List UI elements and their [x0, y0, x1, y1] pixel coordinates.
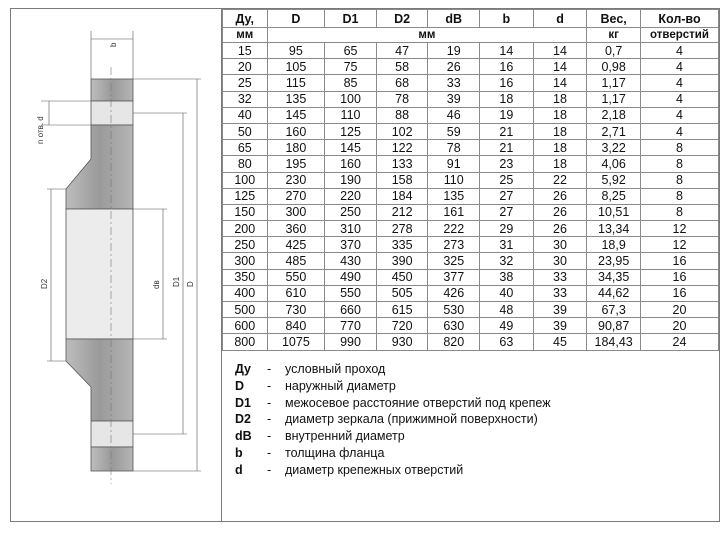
- table-cell: 18: [533, 91, 587, 107]
- table-cell: 13,34: [587, 221, 641, 237]
- table-cell: 100: [223, 172, 268, 188]
- table-cell: 40: [223, 107, 268, 123]
- table-cell: 820: [428, 334, 480, 350]
- header-b: b: [480, 10, 534, 28]
- table-row: [223, 188, 719, 204]
- table-cell: 250: [325, 204, 377, 220]
- table-cell: 33: [533, 269, 587, 285]
- table-cell: 190: [325, 172, 377, 188]
- table-cell: 30: [533, 237, 587, 253]
- table-cell: 485: [267, 253, 325, 269]
- legend-text: межосевое расстояние отверстий под крепеж: [285, 395, 551, 410]
- legend-symbol: D2: [235, 412, 251, 427]
- table-cell: 67,3: [587, 302, 641, 318]
- table-cell: 18: [480, 91, 534, 107]
- hub-top: [66, 125, 133, 209]
- table-cell: 30: [533, 253, 587, 269]
- table-cell: 300: [223, 253, 268, 269]
- table-cell: 39: [533, 302, 587, 318]
- table-cell: 195: [267, 156, 325, 172]
- table-cell: 840: [267, 318, 325, 334]
- table-cell: 20: [223, 59, 268, 75]
- table-cell: 33: [428, 75, 480, 91]
- table-cell: 4: [640, 75, 718, 91]
- legend-text: условный проход: [285, 362, 386, 376]
- table-cell: 18: [533, 140, 587, 156]
- legend-dash: -: [267, 395, 272, 410]
- table-cell: 4: [640, 123, 718, 139]
- table-cell: 8: [640, 172, 718, 188]
- label-dB: dв: [152, 280, 161, 289]
- table-cell: 10,51: [587, 204, 641, 220]
- table-row: [223, 285, 719, 301]
- table-cell: 39: [428, 91, 480, 107]
- table-cell: 45: [533, 334, 587, 350]
- table-cell: 425: [267, 237, 325, 253]
- table-cell: 27: [480, 188, 534, 204]
- table-row: [223, 59, 719, 75]
- table-cell: 49: [480, 318, 534, 334]
- legend-symbol: Ду: [235, 362, 252, 376]
- table-cell: 325: [428, 253, 480, 269]
- legend-symbol: dB: [235, 429, 252, 444]
- legend-item: [235, 411, 551, 428]
- table-cell: 335: [376, 237, 428, 253]
- table-cell: 115: [267, 75, 325, 91]
- table-cell: 26: [533, 221, 587, 237]
- label-D1: D1: [172, 276, 181, 287]
- table-cell: 505: [376, 285, 428, 301]
- table-cell: 145: [325, 140, 377, 156]
- table-row: [223, 302, 719, 318]
- table-cell: 184,43: [587, 334, 641, 350]
- label-D2: D2: [40, 278, 49, 289]
- legend-dash: -: [267, 378, 272, 393]
- table-cell: 78: [428, 140, 480, 156]
- table-cell: 59: [428, 123, 480, 139]
- table-cell: 20: [640, 318, 718, 334]
- table-cell: 377: [428, 269, 480, 285]
- table-cell: 18,9: [587, 237, 641, 253]
- table-cell: 2,71: [587, 123, 641, 139]
- header-dB: dB: [428, 10, 480, 28]
- table-cell: 34,35: [587, 269, 641, 285]
- table-cell: 32: [223, 91, 268, 107]
- legend-item: [235, 462, 551, 479]
- table-cell: 212: [376, 204, 428, 220]
- table-cell: 4,06: [587, 156, 641, 172]
- table-row: [223, 107, 719, 123]
- table-cell: 133: [376, 156, 428, 172]
- table-cell: 125: [223, 188, 268, 204]
- table-header-row: [223, 10, 719, 28]
- table-cell: 19: [480, 107, 534, 123]
- table-cell: 38: [480, 269, 534, 285]
- table-cell: 80: [223, 156, 268, 172]
- legend-dash: -: [267, 412, 272, 427]
- table-cell: 4: [640, 107, 718, 123]
- table-cell: 88: [376, 107, 428, 123]
- table-cell: 390: [376, 253, 428, 269]
- bore: [66, 209, 133, 339]
- header-d: d: [533, 10, 587, 28]
- table-cell: 14: [533, 59, 587, 75]
- flange-section-svg: [11, 9, 221, 521]
- bolt-hole-top: [91, 101, 133, 125]
- table-cell: 102: [376, 123, 428, 139]
- legend-text: наружный диаметр: [285, 378, 396, 393]
- table-cell: 800: [223, 334, 268, 350]
- table-cell: 500: [223, 302, 268, 318]
- header-D: D: [267, 10, 325, 28]
- table-cell: 22: [533, 172, 587, 188]
- table-row: [223, 204, 719, 220]
- table-cell: 350: [223, 269, 268, 285]
- unit-mm: мм: [267, 28, 587, 43]
- table-row: [223, 140, 719, 156]
- table-cell: 16: [640, 269, 718, 285]
- table-cell: 160: [325, 156, 377, 172]
- legend-symbol: b: [235, 445, 243, 460]
- table-cell: 58: [376, 59, 428, 75]
- table-cell: 21: [480, 140, 534, 156]
- table-cell: 26: [533, 188, 587, 204]
- legend: [235, 361, 551, 479]
- table-cell: 150: [223, 204, 268, 220]
- table-row: [223, 156, 719, 172]
- table-cell: 630: [428, 318, 480, 334]
- table-cell: 18: [533, 156, 587, 172]
- table-cell: 105: [267, 59, 325, 75]
- table-cell: 16: [480, 75, 534, 91]
- table-cell: 4: [640, 43, 718, 59]
- legend-dash: -: [267, 462, 272, 477]
- table-cell: 14: [480, 43, 534, 59]
- table-cell: 430: [325, 253, 377, 269]
- table-cell: 273: [428, 237, 480, 253]
- legend-symbol: d: [235, 462, 243, 477]
- table-cell: 530: [428, 302, 480, 318]
- unit-holes: отверстий: [640, 28, 718, 43]
- legend-symbol: D: [235, 378, 245, 393]
- table-cell: 135: [428, 188, 480, 204]
- table-cell: 25: [480, 172, 534, 188]
- table-cell: 40: [480, 285, 534, 301]
- table-cell: 31: [480, 237, 534, 253]
- table-cell: 660: [325, 302, 377, 318]
- table-cell: 46: [428, 107, 480, 123]
- table-cell: 24: [640, 334, 718, 350]
- table-cell: 29: [480, 221, 534, 237]
- header-holes: Кол-во: [640, 10, 718, 28]
- table-cell: 16: [640, 285, 718, 301]
- table-row: [223, 253, 719, 269]
- table-cell: 426: [428, 285, 480, 301]
- table-cell: 250: [223, 237, 268, 253]
- table-cell: 14: [533, 43, 587, 59]
- table-cell: 600: [223, 318, 268, 334]
- table-cell: 44,62: [587, 285, 641, 301]
- table-cell: 26: [428, 59, 480, 75]
- unit-dn: мм: [223, 28, 268, 43]
- table-cell: 47: [376, 43, 428, 59]
- table-cell: 300: [267, 204, 325, 220]
- table-cell: 110: [325, 107, 377, 123]
- table-cell: 720: [376, 318, 428, 334]
- header-dn: Ду,: [223, 10, 268, 28]
- table-cell: 1,17: [587, 75, 641, 91]
- table-cell: 91: [428, 156, 480, 172]
- table-cell: 220: [325, 188, 377, 204]
- bolt-hole-bottom: [91, 421, 133, 447]
- table-cell: 310: [325, 221, 377, 237]
- table-cell: 184: [376, 188, 428, 204]
- table-cell: 90,87: [587, 318, 641, 334]
- table-cell: 3,22: [587, 140, 641, 156]
- table-row: [223, 221, 719, 237]
- table-cell: 15: [223, 43, 268, 59]
- table-cell: 770: [325, 318, 377, 334]
- table-body: [223, 43, 719, 351]
- unit-weight: кг: [587, 28, 641, 43]
- table-cell: 78: [376, 91, 428, 107]
- table-cell: 65: [223, 140, 268, 156]
- table-unit-row: [223, 28, 719, 43]
- legend-item: [235, 378, 551, 395]
- table-cell: 39: [533, 318, 587, 334]
- table-row: [223, 318, 719, 334]
- table-cell: 550: [267, 269, 325, 285]
- table-cell: 14: [533, 75, 587, 91]
- table-cell: 33: [533, 285, 587, 301]
- table-cell: 8: [640, 140, 718, 156]
- table-cell: 85: [325, 75, 377, 91]
- legend-dash: -: [267, 445, 272, 460]
- table-cell: 158: [376, 172, 428, 188]
- legend-text: внутренний диаметр: [285, 429, 405, 444]
- table-cell: 95: [267, 43, 325, 59]
- table-cell: 1,17: [587, 91, 641, 107]
- table-cell: 32: [480, 253, 534, 269]
- table-cell: 400: [223, 285, 268, 301]
- flange-top-solid: [91, 79, 133, 101]
- table-cell: 12: [640, 237, 718, 253]
- table-cell: 930: [376, 334, 428, 350]
- table-cell: 125: [325, 123, 377, 139]
- table-cell: 8: [640, 156, 718, 172]
- label-D: D: [186, 281, 195, 287]
- table-cell: 222: [428, 221, 480, 237]
- legend-dash: -: [267, 362, 272, 376]
- table-cell: 615: [376, 302, 428, 318]
- table-cell: 4: [640, 91, 718, 107]
- legend-item: [235, 428, 551, 445]
- header-D1: D1: [325, 10, 377, 28]
- table-cell: 5,92: [587, 172, 641, 188]
- flange-dimensions-table: [222, 9, 719, 351]
- table-cell: 122: [376, 140, 428, 156]
- table-cell: 370: [325, 237, 377, 253]
- table-cell: 19: [428, 43, 480, 59]
- table-row: [223, 75, 719, 91]
- table-cell: 360: [267, 221, 325, 237]
- table-row: [223, 269, 719, 285]
- table-cell: 278: [376, 221, 428, 237]
- table-cell: 180: [267, 140, 325, 156]
- legend-item: [235, 361, 551, 378]
- table-cell: 230: [267, 172, 325, 188]
- legend-item: [235, 445, 551, 462]
- table-row: [223, 123, 719, 139]
- table-cell: 0,98: [587, 59, 641, 75]
- table-cell: 50: [223, 123, 268, 139]
- table-cell: 550: [325, 285, 377, 301]
- flange-spec-sheet: [10, 8, 720, 522]
- table-cell: 990: [325, 334, 377, 350]
- legend-item: [235, 395, 551, 412]
- table-row: [223, 237, 719, 253]
- table-cell: 23,95: [587, 253, 641, 269]
- legend-text: толщина фланца: [285, 445, 385, 460]
- table-cell: 730: [267, 302, 325, 318]
- table-row: [223, 43, 719, 59]
- table-cell: 68: [376, 75, 428, 91]
- table-cell: 21: [480, 123, 534, 139]
- label-b: b: [109, 42, 118, 47]
- table-cell: 8: [640, 204, 718, 220]
- flange-drawing: [11, 9, 222, 521]
- legend-symbol: D1: [235, 395, 251, 410]
- table-cell: 23: [480, 156, 534, 172]
- hub-bottom: [66, 339, 133, 421]
- table-cell: 25: [223, 75, 268, 91]
- table-cell: 2,18: [587, 107, 641, 123]
- legend-dash: -: [267, 429, 272, 444]
- table-cell: 160: [267, 123, 325, 139]
- table-cell: 63: [480, 334, 534, 350]
- table-cell: 161: [428, 204, 480, 220]
- table-cell: 18: [533, 123, 587, 139]
- table-cell: 0,7: [587, 43, 641, 59]
- table-cell: 270: [267, 188, 325, 204]
- table-cell: 16: [640, 253, 718, 269]
- table-cell: 450: [376, 269, 428, 285]
- table-cell: 145: [267, 107, 325, 123]
- table-cell: 8,25: [587, 188, 641, 204]
- table-cell: 200: [223, 221, 268, 237]
- table-cell: 490: [325, 269, 377, 285]
- table-cell: 65: [325, 43, 377, 59]
- flange-bottom-solid: [91, 447, 133, 471]
- table-cell: 26: [533, 204, 587, 220]
- table-cell: 16: [480, 59, 534, 75]
- table-cell: 1075: [267, 334, 325, 350]
- table-cell: 18: [533, 107, 587, 123]
- table-cell: 8: [640, 188, 718, 204]
- table-cell: 12: [640, 221, 718, 237]
- table-cell: 27: [480, 204, 534, 220]
- table-cell: 610: [267, 285, 325, 301]
- table-cell: 110: [428, 172, 480, 188]
- table-row: [223, 91, 719, 107]
- table-cell: 4: [640, 59, 718, 75]
- header-D2: D2: [376, 10, 428, 28]
- table-cell: 20: [640, 302, 718, 318]
- table-row: [223, 334, 719, 350]
- table-cell: 75: [325, 59, 377, 75]
- table-row: [223, 172, 719, 188]
- legend-text: диаметр крепежных отверстий: [285, 462, 464, 477]
- legend-text: диаметр зеркала (прижимной поверхности): [285, 412, 538, 427]
- table-cell: 48: [480, 302, 534, 318]
- header-weight: Вес,: [587, 10, 641, 28]
- table-cell: 135: [267, 91, 325, 107]
- label-holes: n отв. d: [36, 116, 45, 144]
- table-cell: 100: [325, 91, 377, 107]
